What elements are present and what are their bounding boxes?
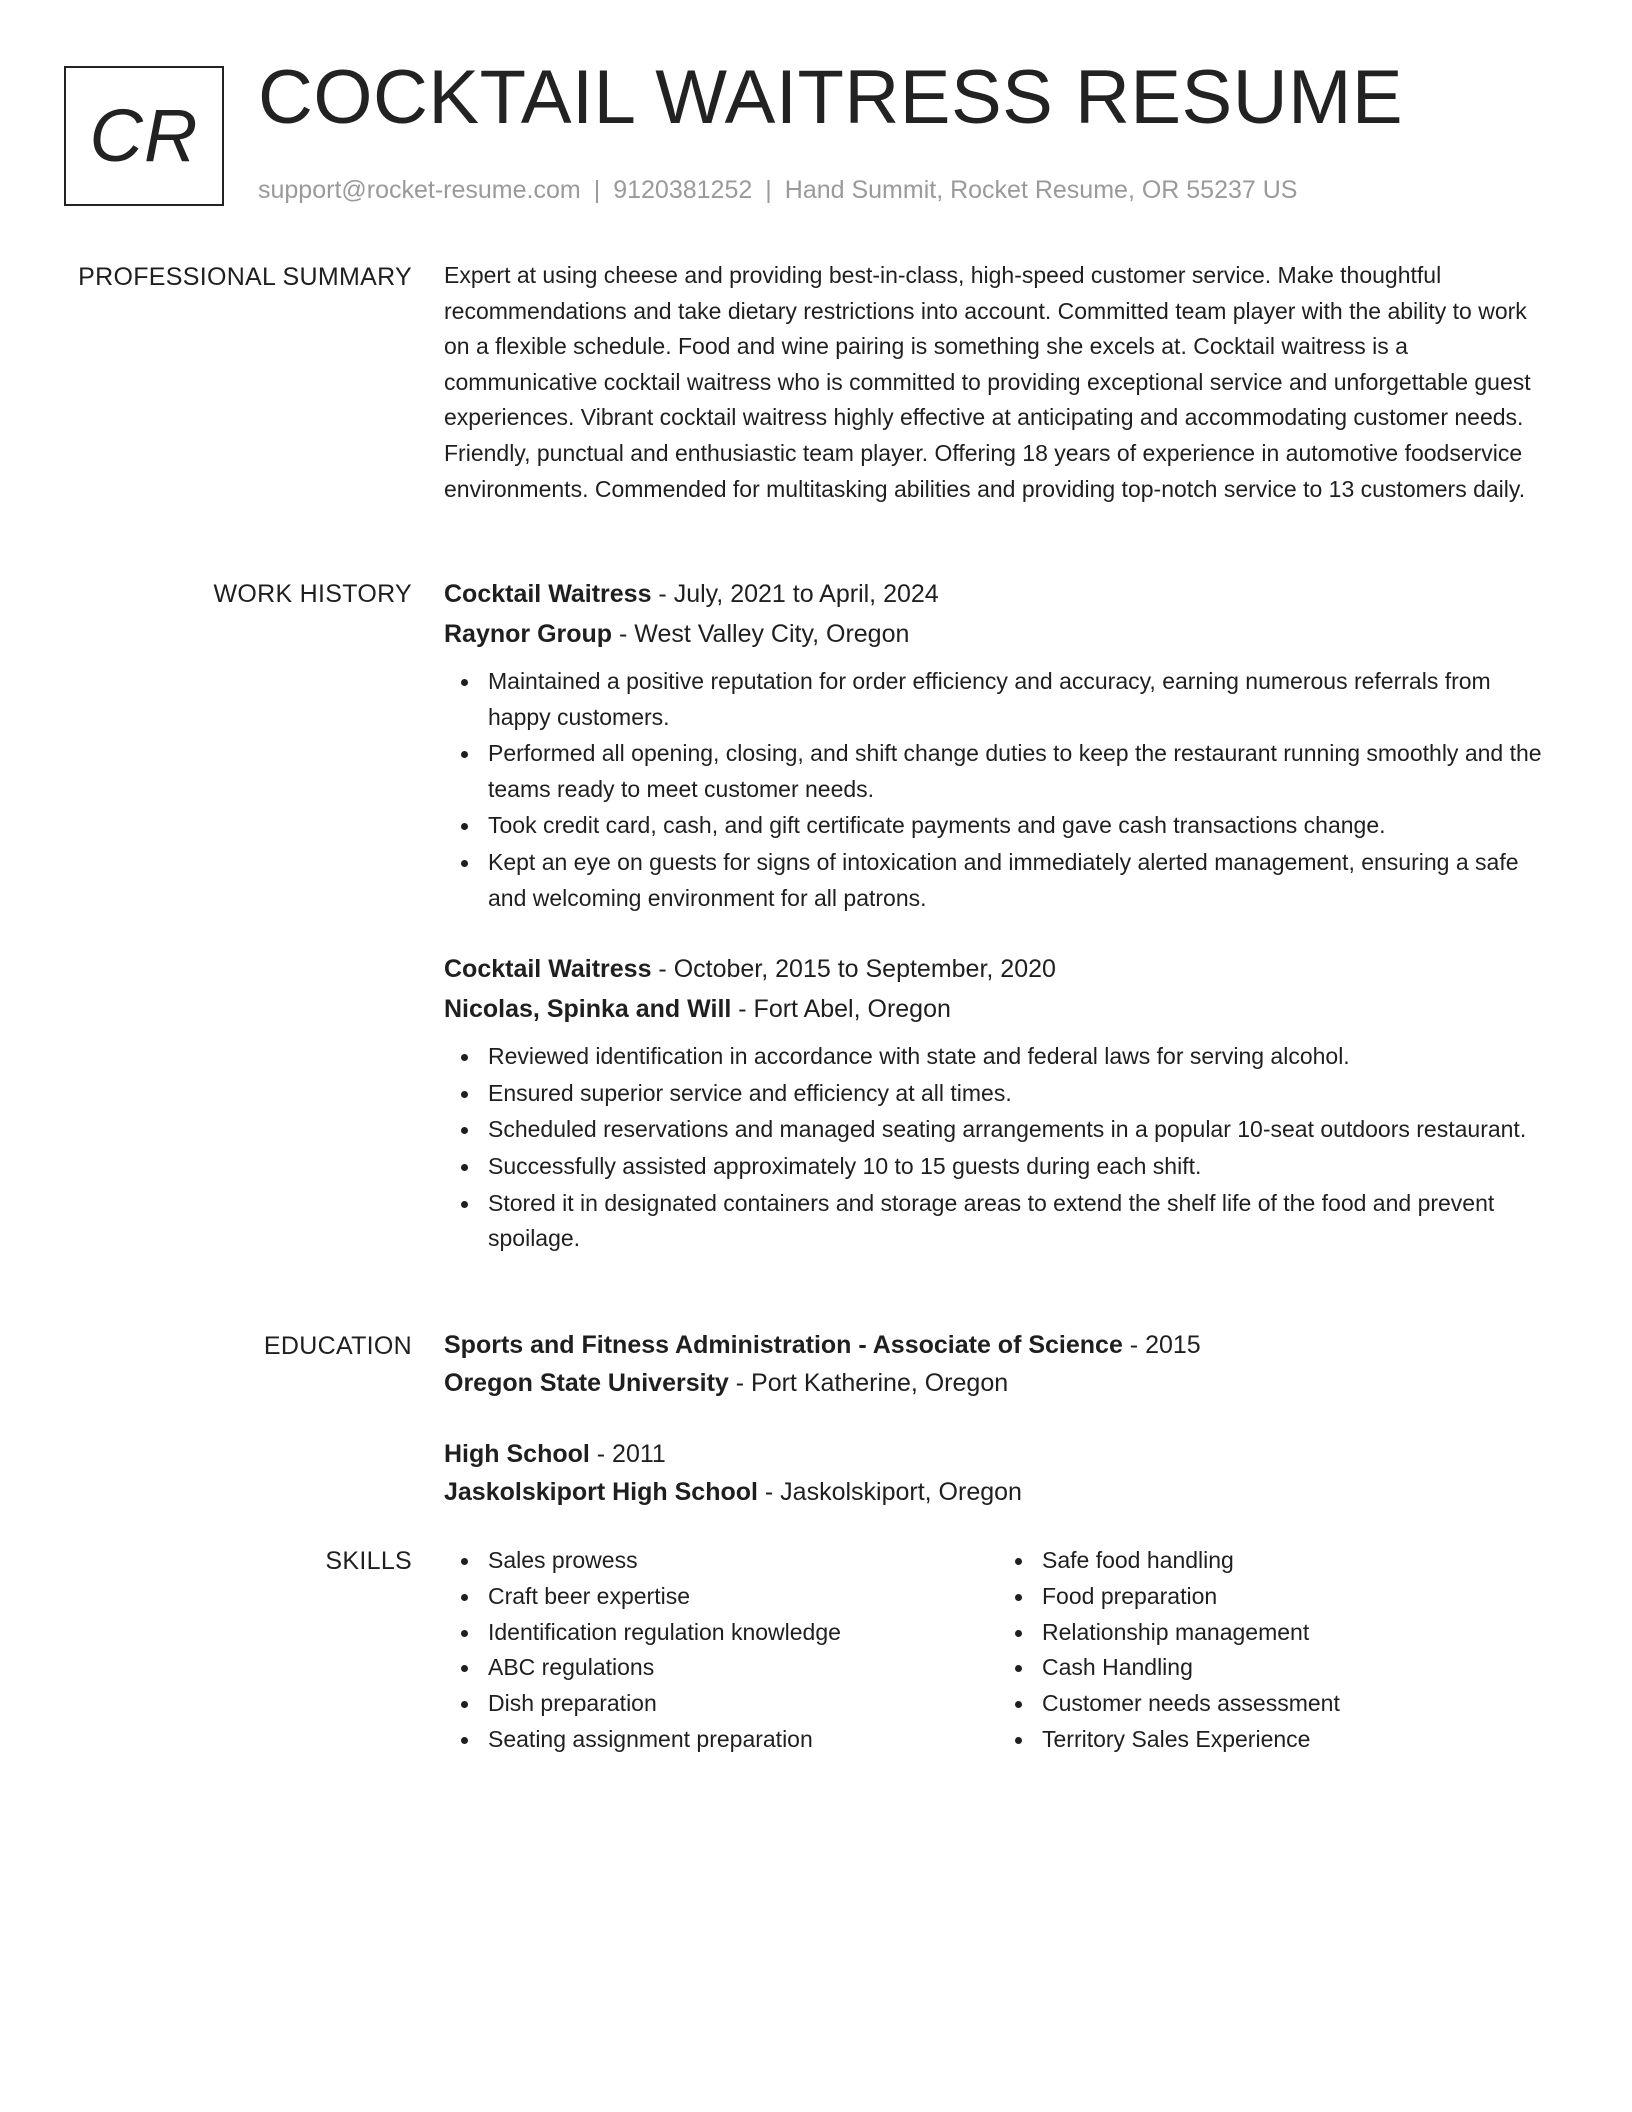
job-title-line — [444, 949, 1552, 989]
contact-line — [258, 172, 1297, 208]
job-title: Cocktail Waitress — [444, 955, 652, 984]
skill-item: ABC regulations — [488, 1650, 998, 1686]
education-year: - 2011 — [589, 1440, 666, 1468]
skills-columns — [444, 1543, 1552, 1758]
education-degree: High School — [444, 1440, 590, 1468]
job-bullet: Maintained a positive reputation for order efficiency and accuracy, earning numerous referrals from happy customers. — [488, 664, 1552, 735]
contact-separator: | — [765, 176, 772, 204]
skill-item: Customer needs assessment — [1042, 1686, 1552, 1722]
education-school: Oregon State University — [444, 1369, 729, 1397]
summary-text: Expert at using cheese and providing best-in-class, high-speed customer service. Make thoughtful recommendations and take dietary restrictions into account. Committed team player with the ability to work on a flexible schedule. Food and wine pairing is something she excels at. Cocktail waitress is a communicative cocktail waitress who is committed to providing exceptional service and unforgettable guest experiences. Vibrant cocktail waitress highly effective at anticipating and accommodating customer needs. Friendly, punctual and enthusiastic team player. Offering 18 years of experience in automotive foodservice environments. Commended for multitasking abilities and providing top-notch service to 13 customers daily. — [444, 262, 1531, 502]
job-title: Cocktail Waitress — [444, 580, 652, 608]
skill-item: Safe food handling — [1042, 1543, 1552, 1579]
job-bullet: Ensured superior service and efficiency at all times. — [488, 1076, 1552, 1112]
monogram-box — [64, 66, 224, 206]
job-dates: - July, 2021 to April, 2024 — [651, 580, 939, 608]
contact-separator: | — [593, 176, 601, 204]
education-location: - Jaskolskiport, Oregon — [757, 1478, 1022, 1506]
summary-body — [444, 258, 1552, 507]
job-dates: - October, 2015 to September, 2020 — [651, 955, 1056, 984]
job-entry — [444, 949, 1552, 1257]
job-bullet: Stored it in designated containers and storage areas to extend the shelf life of the food and prevent spoilage. — [488, 1186, 1552, 1257]
job-bullet: Kept an eye on guests for signs of intoxication and immediately alerted management, ensuring a safe and welcoming environment for all patrons. — [488, 845, 1552, 916]
job-company: Raynor Group — [444, 620, 613, 648]
work-history-body — [444, 574, 1552, 1258]
job-bullets — [444, 1039, 1552, 1257]
skill-item: Cash Handling — [1042, 1650, 1552, 1686]
skills-body — [444, 1543, 1552, 1758]
skill-item: Dish preparation — [488, 1686, 998, 1722]
education-degree-line — [444, 1326, 1552, 1364]
contact-address: Hand Summit, Rocket Resume, OR 55237 US — [784, 176, 1298, 204]
skills-list-right — [998, 1543, 1552, 1758]
skill-item: Territory Sales Experience — [1042, 1722, 1552, 1758]
job-bullet: Scheduled reservations and managed seating arrangements in a popular 10-seat outdoors restaurant. — [488, 1112, 1552, 1148]
job-bullet: Successfully assisted approximately 10 to 15 guests during each shift. — [488, 1149, 1552, 1185]
education-entry — [444, 1435, 1552, 1511]
education-school-line — [444, 1364, 1552, 1402]
job-entry — [444, 574, 1552, 916]
skills-list-left — [444, 1543, 998, 1758]
education-school: Jaskolskiport High School — [444, 1478, 758, 1506]
section-heading-work-history: WORK HISTORY — [213, 580, 412, 608]
education-body — [444, 1326, 1552, 1511]
education-school-line — [444, 1473, 1552, 1511]
skill-item: Seating assignment preparation — [488, 1722, 998, 1758]
job-bullet: Reviewed identification in accordance with state and federal laws for serving alcohol. — [488, 1039, 1552, 1075]
job-location: - Fort Abel, Oregon — [731, 995, 951, 1024]
skill-item: Craft beer expertise — [488, 1579, 998, 1615]
monogram-initials: CR — [89, 94, 199, 177]
skill-item: Identification regulation knowledge — [488, 1615, 998, 1651]
job-bullet: Performed all opening, closing, and shift change duties to keep the restaurant running smoothly and the teams ready to meet customer needs. — [488, 736, 1552, 807]
job-location: - West Valley City, Oregon — [612, 620, 910, 648]
skill-item: Sales prowess — [488, 1543, 998, 1579]
job-bullets — [444, 664, 1552, 916]
resume-title: COCKTAIL WAITRESS RESUME — [258, 55, 1404, 140]
section-heading-summary: PROFESSIONAL SUMMARY — [78, 263, 412, 291]
job-bullet: Took credit card, cash, and gift certificate payments and gave cash transactions change. — [488, 808, 1552, 844]
section-heading-skills: SKILLS — [325, 1547, 412, 1575]
section-heading-education: EDUCATION — [263, 1332, 412, 1360]
skill-item: Food preparation — [1042, 1579, 1552, 1615]
job-company: Nicolas, Spinka and Will — [444, 995, 732, 1024]
education-degree-line — [444, 1435, 1552, 1473]
education-year: - 2015 — [1122, 1331, 1201, 1359]
contact-phone[interactable]: 9120381252 — [613, 176, 753, 204]
job-title-line — [444, 574, 1552, 614]
job-company-line — [444, 989, 1552, 1029]
education-degree: Sports and Fitness Administration - Associate of Science — [444, 1331, 1123, 1359]
contact-email[interactable]: support@rocket-resume.com — [258, 176, 581, 204]
education-location: - Port Katherine, Oregon — [728, 1369, 1009, 1397]
education-entry — [444, 1326, 1552, 1402]
job-company-line — [444, 614, 1552, 654]
skill-item: Relationship management — [1042, 1615, 1552, 1651]
